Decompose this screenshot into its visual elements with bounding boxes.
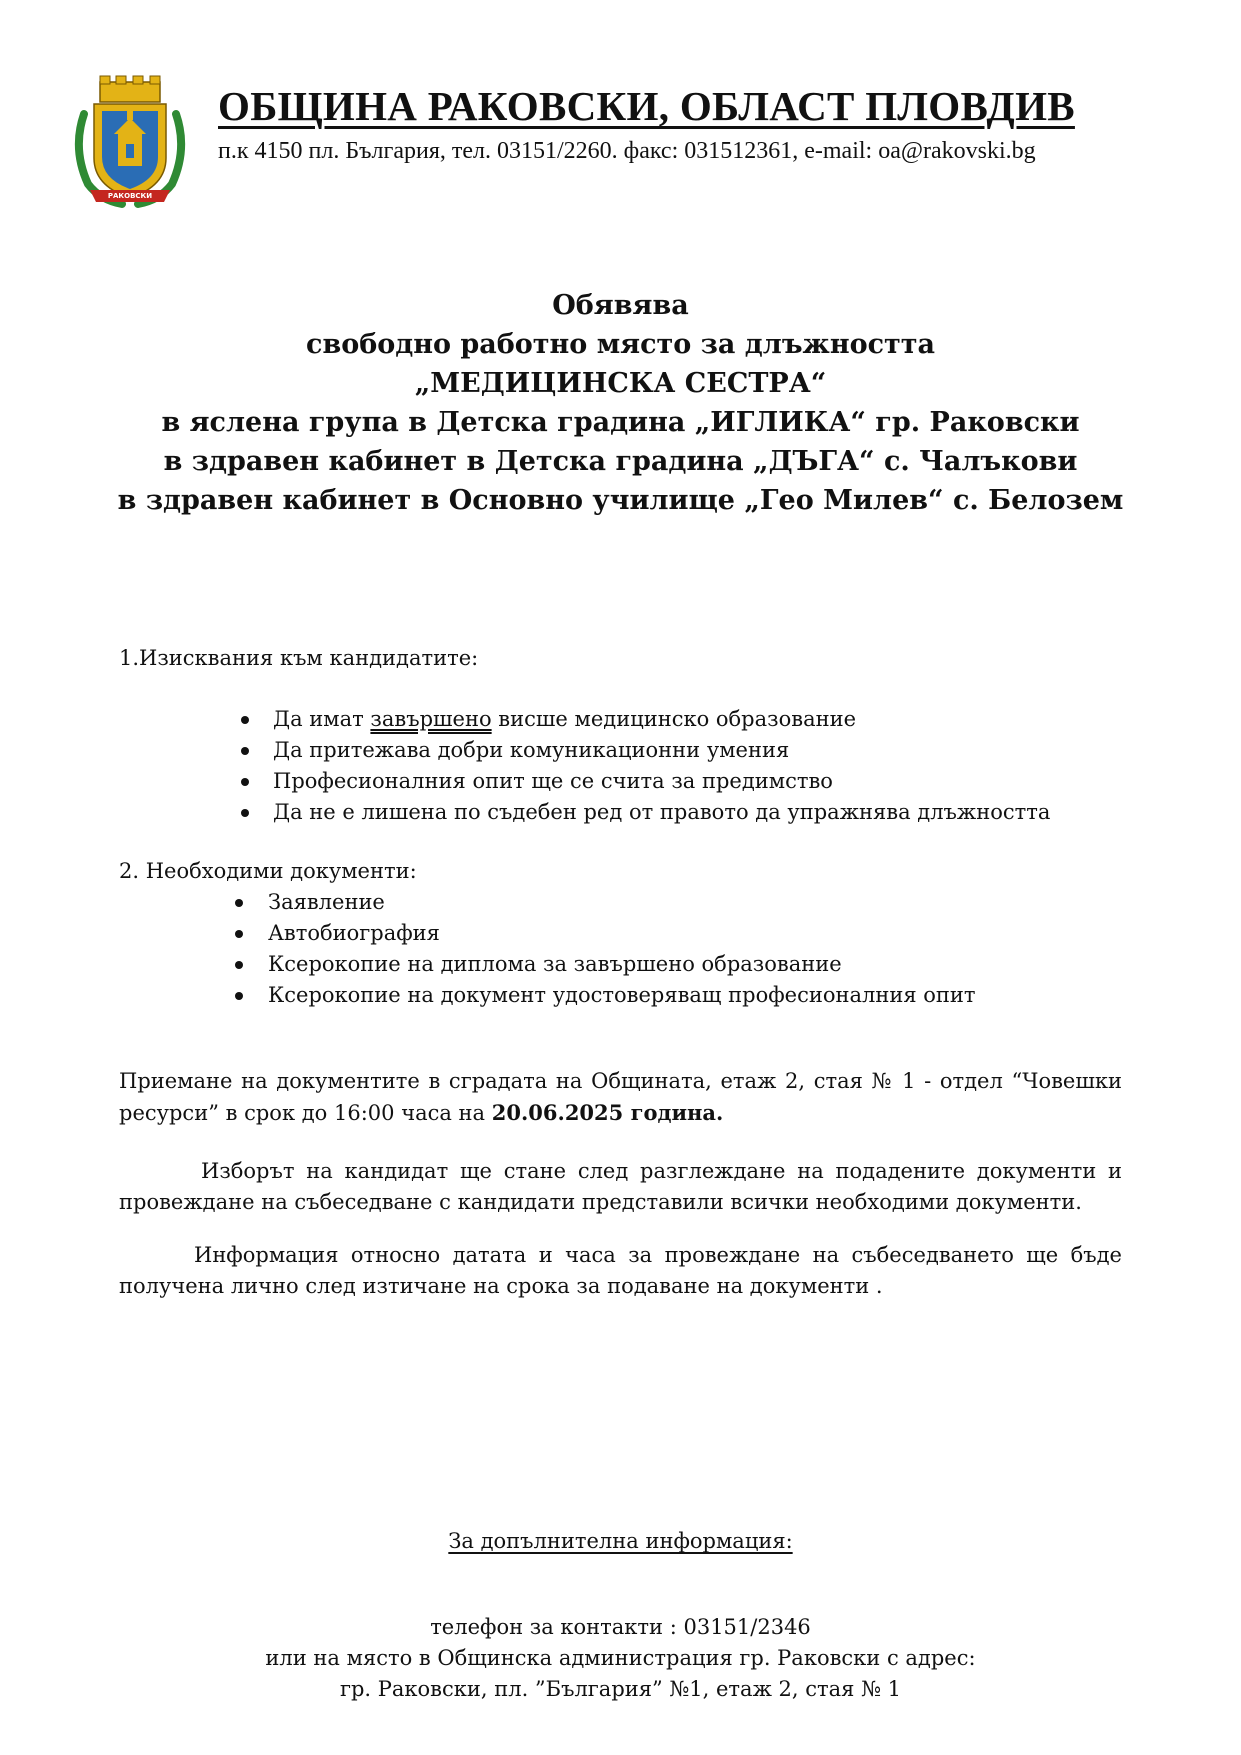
coat-of-arms-text: РАКОВСКИ [107, 192, 153, 200]
paragraph-line [119, 1097, 1122, 1129]
list-item [273, 704, 1050, 735]
announcement-line: в здравен кабинет в Детска градина „ДЪГА“ с. Чалъкови [163, 446, 1078, 477]
paragraph-line: Приемане на документите в сградата на Общината, етаж 2, стая № 1 - отдел “Човешки [119, 1069, 1122, 1093]
announcement-line: в яслена група в Детска градина „ИГЛИКА“ гр. Раковски [161, 407, 1080, 438]
submission-paragraph [119, 1066, 1122, 1129]
list-item [273, 766, 1050, 797]
list-item-text: Да притежава добри комуникационни умения [273, 738, 790, 762]
bullet-icon [241, 747, 249, 755]
announcement-position: „МЕДИЦИНСКА СЕСТРА“ [414, 368, 827, 399]
underlined-word: завършено [370, 707, 492, 731]
bullet-icon [241, 809, 249, 817]
selection-paragraph [119, 1156, 1122, 1218]
list-item-text: Да имат [273, 707, 371, 731]
footer-contacts [100, 1612, 1141, 1705]
requirements-list [273, 704, 1050, 828]
announcement-line: в здравен кабинет в Основно училище „Гео Милев“ с. Белозем [117, 485, 1124, 516]
list-item-text: Заявление [268, 890, 385, 914]
footer-more-info [100, 1526, 1141, 1557]
bullet-icon [241, 716, 249, 724]
information-paragraph [119, 1240, 1122, 1302]
bullet-icon [235, 992, 243, 1000]
organization-contacts: п.к 4150 пл. България, тел. 03151/2260. факс: 031512361, e-mail: oa@rakovski.bg [218, 138, 1036, 164]
list-item [268, 980, 976, 1011]
paragraph-line: Информация относно датата и часа за провеждане на събеседването ще бъде [194, 1243, 1122, 1267]
announcement-title [100, 286, 1141, 520]
documents-list [268, 887, 976, 1011]
list-item [268, 918, 976, 949]
bullet-icon [235, 899, 243, 907]
coat-of-arms-logo [70, 74, 190, 210]
list-item [268, 887, 976, 918]
deadline-date: 20.06.2025 година. [491, 1100, 724, 1125]
contact-address: гр. Раковски, пл. ”България” №1, етаж 2, стая № 1 [339, 1677, 902, 1701]
bullet-icon [235, 930, 243, 938]
documents-title: 2. Необходими документи: [119, 859, 417, 883]
paragraph-line: получена лично след изтичане на срока за подаване на документи . [119, 1274, 883, 1298]
more-info-heading: За допълнителна информация: [448, 1529, 793, 1553]
paragraph-line: Изборът на кандидат ще стане след разглеждане на подадените документи и [201, 1159, 1122, 1183]
organization-name: ОБЩИНА РАКОВСКИ, ОБЛАСТ ПЛОВДИВ [218, 83, 1075, 129]
announcement-line: Обявява [552, 290, 689, 321]
bullet-icon [241, 778, 249, 786]
contact-phone: телефон за контакти : 03151/2346 [430, 1615, 811, 1639]
paragraph-line: провеждане на събеседване с кандидати представили всички необходими документи. [119, 1190, 1082, 1214]
bullet-icon [235, 961, 243, 969]
list-item-text: Да не е лишена по съдебен ред от правото да упражнява длъжността [273, 800, 1051, 824]
list-item-text: Професионалния опит ще се счита за предимство [273, 769, 833, 793]
contact-in-person: или на място в Общинска администрация гр. Раковски с адрес: [265, 1646, 976, 1670]
list-item-text: висше медицинско образование [491, 707, 857, 731]
list-item-text: Автобиография [268, 921, 440, 945]
list-item-text: Ксерокопие на документ удостоверяващ професионалния опит [268, 983, 976, 1007]
list-item [268, 949, 976, 980]
requirements-title: 1.Изисквания към кандидатите: [119, 646, 479, 670]
list-item-text: Ксерокопие на диплома за завършено образование [268, 952, 842, 976]
paragraph-text: ресурси” в срок до 16:00 часа на [119, 1101, 492, 1125]
list-item [273, 797, 1050, 828]
list-item [273, 735, 1050, 766]
announcement-line: свободно работно място за длъжността [306, 329, 935, 360]
